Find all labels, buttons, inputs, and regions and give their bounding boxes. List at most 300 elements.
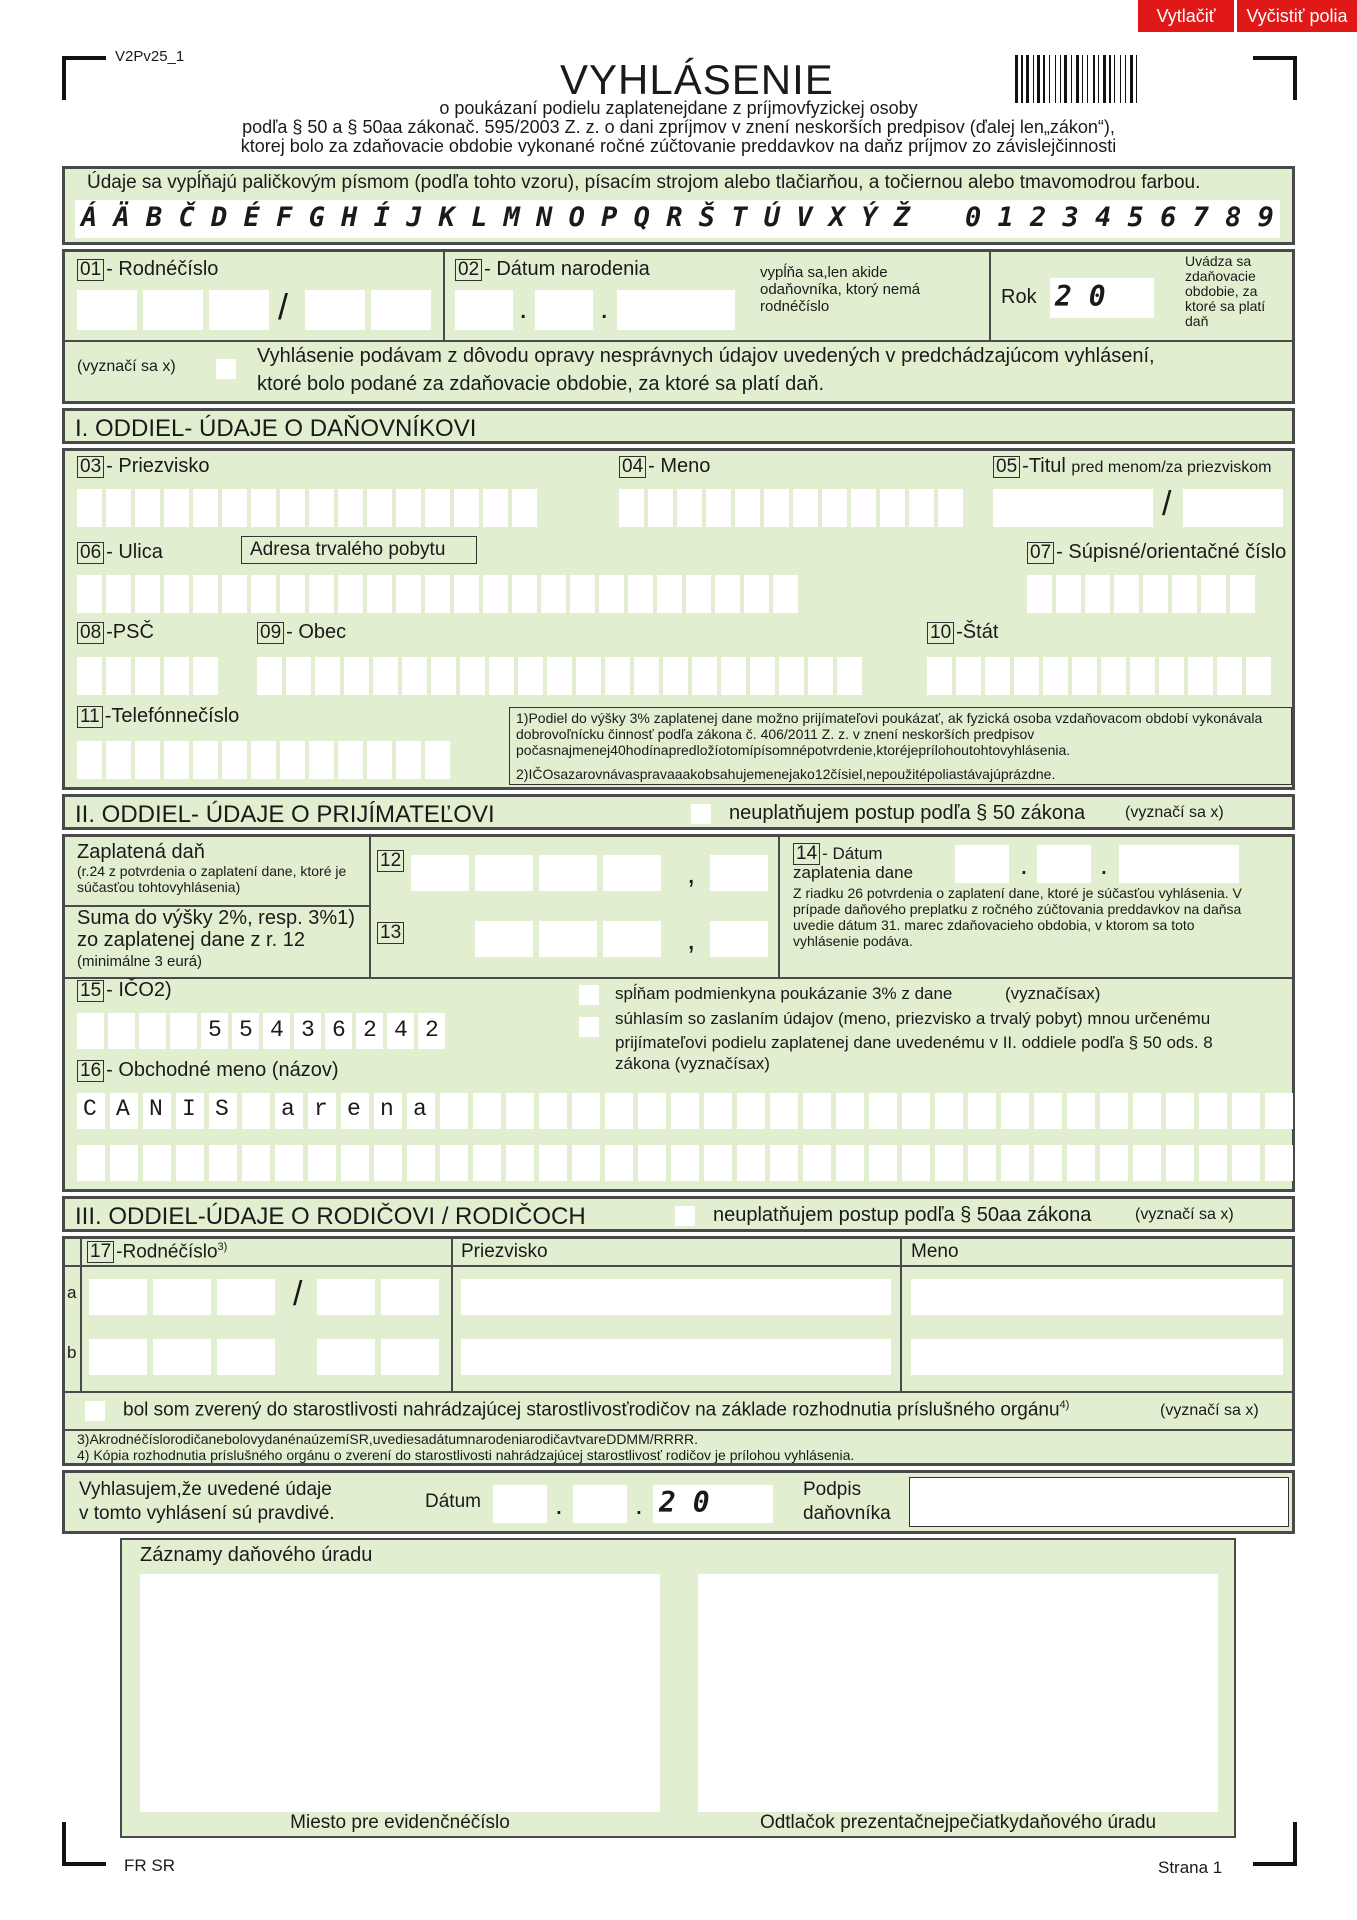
char-box[interactable]	[808, 657, 833, 695]
char-box[interactable]	[176, 1093, 204, 1129]
parent-b-surname[interactable]	[461, 1339, 891, 1375]
char-box[interactable]	[539, 1093, 567, 1129]
birth-number-second-part[interactable]	[305, 290, 437, 330]
char-box[interactable]	[735, 489, 760, 527]
birth-date-month[interactable]	[535, 290, 593, 330]
char-box[interactable]	[135, 489, 160, 527]
parent-b-birth-number-2[interactable]	[317, 1339, 445, 1375]
char-box[interactable]	[770, 1145, 798, 1181]
char-box[interactable]	[407, 1145, 435, 1181]
signature-field[interactable]	[909, 1477, 1289, 1527]
char-box[interactable]	[164, 575, 189, 613]
char-box[interactable]	[1101, 657, 1126, 695]
title-after-name[interactable]	[1183, 489, 1283, 527]
char-box[interactable]	[110, 1093, 138, 1129]
char-box[interactable]	[309, 489, 334, 527]
registration-number-area	[140, 1574, 660, 1812]
char-box[interactable]	[325, 1013, 352, 1049]
char-box[interactable]	[902, 1093, 930, 1129]
char-box[interactable]	[209, 1093, 237, 1129]
char-box[interactable]	[473, 1145, 501, 1181]
char-box[interactable]	[1014, 657, 1039, 695]
char-box[interactable]	[1232, 1145, 1260, 1181]
char-box[interactable]	[275, 1093, 303, 1129]
char-box[interactable]	[483, 575, 508, 613]
form-subtitle: o poukázaní podielu zaplatenejdane z príjmovfyzickej osoby podľa § 50 a § 50aa zákonač. 595/2003 Z. z. o dani zpríjmov v znení neskorších predpisov (ďalej len„zákon“), ktorej bolo za zdaňovacie obdobie vykonané ročné zúčtovanie preddavkov na daňz príjmov zo závislejčinnosti	[240, 98, 1117, 156]
char-box[interactable]	[779, 657, 804, 695]
char-box[interactable]	[431, 657, 456, 695]
instructions-text: Údaje sa vypĺňajú paličkovým písmom (podľa tohto vzoru), písacím strojom alebo tlačiarňou, a točiernou alebo tmavomodrou farbou.	[87, 172, 1201, 193]
char-box[interactable]	[309, 575, 334, 613]
char-box[interactable]	[341, 1093, 369, 1129]
char-box[interactable]	[869, 1093, 897, 1129]
barcode-bar	[1076, 55, 1079, 103]
paid-tax-cents-field[interactable]	[710, 855, 768, 891]
char-box[interactable]	[338, 489, 363, 527]
char-box[interactable]	[294, 1013, 321, 1049]
char-box[interactable]	[164, 657, 189, 695]
correction-text-2: ktoré bolo podané za zdaňovacie obdobie, za ktoré sa platí daň.	[257, 373, 825, 395]
char-box[interactable]	[418, 1013, 445, 1049]
char-box[interactable]	[1166, 1093, 1194, 1129]
char-box[interactable]	[440, 1093, 468, 1129]
char-box[interactable]	[968, 1093, 996, 1129]
char-box[interactable]	[715, 575, 740, 613]
business-name-char: C	[83, 1096, 97, 1122]
char-box[interactable]	[512, 489, 537, 527]
char-box[interactable]	[836, 1145, 864, 1181]
char-box[interactable]	[193, 575, 218, 613]
char-box[interactable]	[1188, 657, 1213, 695]
barcode-bar	[1103, 55, 1106, 103]
birth-date-dot-2: .	[600, 292, 609, 325]
date-label: Dátum	[425, 1491, 481, 1512]
char-box[interactable]	[968, 1145, 996, 1181]
char-box[interactable]	[935, 1145, 963, 1181]
char-box[interactable]	[440, 1145, 468, 1181]
char-box[interactable]	[454, 489, 479, 527]
field-04-label: 04 - Meno	[619, 455, 710, 478]
char-box[interactable]	[387, 1013, 414, 1049]
business-name-line-2[interactable]	[77, 1145, 1298, 1181]
char-box[interactable]	[1100, 1145, 1128, 1181]
char-box[interactable]	[257, 657, 282, 695]
char-box[interactable]	[1133, 1145, 1161, 1181]
char-box[interactable]	[1072, 657, 1097, 695]
char-box[interactable]	[634, 657, 659, 695]
char-box[interactable]	[232, 1013, 259, 1049]
char-box[interactable]	[402, 657, 427, 695]
char-box[interactable]	[77, 489, 102, 527]
char-box[interactable]	[506, 1145, 534, 1181]
char-box[interactable]	[338, 575, 363, 613]
char-box[interactable]	[77, 1013, 104, 1049]
first-name-field[interactable]	[619, 489, 967, 527]
char-box[interactable]	[106, 575, 131, 613]
char-box[interactable]	[572, 1145, 600, 1181]
char-box[interactable]	[1027, 575, 1052, 613]
ico-digit: 2	[425, 1017, 439, 1043]
custody-checkbox[interactable]	[85, 1401, 105, 1421]
field-11-label: 11 -Telefónnečíslo	[77, 705, 239, 728]
char-box[interactable]	[1217, 657, 1242, 695]
char-box[interactable]	[706, 489, 731, 527]
char-box[interactable]	[677, 489, 702, 527]
char-box[interactable]	[143, 1145, 171, 1181]
char-box[interactable]	[539, 1145, 567, 1181]
char-box[interactable]	[737, 1093, 765, 1129]
char-box[interactable]	[1100, 1093, 1128, 1129]
char-box[interactable]	[1056, 575, 1081, 613]
char-box[interactable]	[837, 657, 862, 695]
ico-digit: 3	[301, 1017, 315, 1043]
share-amount-cents-field[interactable]	[710, 921, 768, 957]
char-box[interactable]	[793, 489, 818, 527]
char-box[interactable]	[170, 1013, 197, 1049]
char-box[interactable]	[193, 489, 218, 527]
barcode-bar	[1130, 55, 1133, 103]
char-box[interactable]	[106, 657, 131, 695]
char-box[interactable]	[956, 657, 981, 695]
section-2-optout-checkbox[interactable]	[691, 804, 711, 824]
char-box[interactable]	[164, 741, 189, 779]
parent-a-name[interactable]	[911, 1279, 1283, 1315]
state-field[interactable]	[927, 657, 1275, 695]
char-box[interactable]	[242, 1093, 270, 1129]
business-name-char: r	[314, 1096, 328, 1122]
char-box[interactable]	[108, 1013, 135, 1049]
payment-date-month[interactable]	[1037, 845, 1091, 883]
char-box[interactable]	[648, 489, 673, 527]
char-box[interactable]	[1133, 1093, 1161, 1129]
char-box[interactable]	[1230, 575, 1255, 613]
phone-field[interactable]	[77, 741, 454, 779]
char-box[interactable]	[686, 575, 711, 613]
notes-box	[509, 707, 1292, 785]
char-box[interactable]	[176, 1145, 204, 1181]
char-box[interactable]	[106, 489, 131, 527]
char-box[interactable]	[139, 1013, 166, 1049]
section-2-optout-mark: (vyznačí sa x)	[1125, 804, 1224, 821]
char-box[interactable]	[605, 657, 630, 695]
field-08-label: 08 -PSČ	[77, 621, 154, 644]
business-name-line-1[interactable]	[77, 1093, 1298, 1129]
row-a-label: a	[67, 1283, 77, 1302]
clear-fields-button[interactable]: Vyčistiť polia	[1237, 0, 1357, 32]
char-box[interactable]	[692, 657, 717, 695]
surname-field[interactable]	[77, 489, 541, 527]
char-box[interactable]	[737, 1145, 765, 1181]
char-box[interactable]	[1232, 1093, 1260, 1129]
barcode-bar	[1098, 55, 1099, 103]
ico-digit: 4	[394, 1017, 408, 1043]
char-box[interactable]	[1034, 1145, 1062, 1181]
street-field[interactable]	[77, 575, 802, 613]
char-box[interactable]	[927, 657, 952, 695]
char-box[interactable]	[663, 657, 688, 695]
char-box[interactable]	[1067, 1145, 1095, 1181]
char-box[interactable]	[671, 1093, 699, 1129]
char-box[interactable]	[396, 575, 421, 613]
char-box[interactable]	[1001, 1093, 1029, 1129]
char-box[interactable]	[473, 1093, 501, 1129]
char-box[interactable]	[704, 1145, 732, 1181]
sum-label-2: zo zaplatenej dane z r. 12	[77, 929, 305, 951]
char-box[interactable]	[367, 741, 392, 779]
char-box[interactable]	[570, 575, 595, 613]
char-box[interactable]	[106, 741, 131, 779]
char-box[interactable]	[619, 489, 644, 527]
parent-a-birth-number-1[interactable]	[89, 1279, 281, 1315]
parent-a-surname[interactable]	[461, 1279, 891, 1315]
char-box[interactable]	[1166, 1145, 1194, 1181]
three-percent-mark: (vyznačísax)	[1005, 984, 1101, 1003]
ico-digit: 6	[332, 1017, 346, 1043]
paid-tax-amount-field[interactable]	[411, 855, 667, 891]
char-box[interactable]	[341, 1145, 369, 1181]
char-box[interactable]	[110, 1145, 138, 1181]
char-box[interactable]	[638, 1093, 666, 1129]
char-box[interactable]	[315, 657, 340, 695]
char-box[interactable]	[374, 1145, 402, 1181]
three-percent-checkbox[interactable]	[579, 985, 599, 1005]
section-3-optout-mark: (vyznačí sa x)	[1135, 1206, 1234, 1223]
char-box[interactable]	[308, 1093, 336, 1129]
section-2-title: II. ODDIEL- ÚDAJE O PRIJÍMATEĽOVI	[75, 801, 495, 828]
ico-digit: 5	[239, 1017, 253, 1043]
parent-b-name[interactable]	[911, 1339, 1283, 1375]
char-box[interactable]	[135, 575, 160, 613]
char-box[interactable]	[935, 1093, 963, 1129]
char-box[interactable]	[396, 741, 421, 779]
char-box[interactable]	[275, 1145, 303, 1181]
payment-date-day[interactable]	[955, 845, 1009, 883]
barcode-bar	[1136, 55, 1137, 103]
char-box[interactable]	[209, 1145, 237, 1181]
section-3-optout-checkbox[interactable]	[675, 1206, 695, 1226]
char-box[interactable]	[356, 1013, 383, 1049]
char-box[interactable]	[1159, 657, 1184, 695]
char-box[interactable]	[308, 1145, 336, 1181]
footer-left: FR SR	[124, 1856, 175, 1875]
char-box[interactable]	[541, 575, 566, 613]
section-3-title: III. ODDIEL-ÚDAJE O RODIČOVI / RODIČOCH	[75, 1203, 586, 1230]
custody-mark: (vyznačí sa x)	[1160, 1402, 1259, 1419]
parent-a-birth-number-2[interactable]	[317, 1279, 445, 1315]
char-box[interactable]	[77, 1145, 105, 1181]
char-box[interactable]	[836, 1093, 864, 1129]
char-box[interactable]	[880, 489, 905, 527]
char-box[interactable]	[201, 1013, 228, 1049]
char-box[interactable]	[671, 1145, 699, 1181]
char-box[interactable]	[460, 657, 485, 695]
char-box[interactable]	[985, 657, 1010, 695]
char-box[interactable]	[1067, 1093, 1095, 1129]
char-box[interactable]	[773, 575, 798, 613]
char-box[interactable]	[1001, 1145, 1029, 1181]
char-box[interactable]	[280, 489, 305, 527]
sum-note: (minimálne 3 eurá)	[77, 953, 203, 970]
char-box[interactable]	[193, 741, 218, 779]
char-box[interactable]	[373, 657, 398, 695]
char-box[interactable]	[1130, 657, 1155, 695]
char-box[interactable]	[628, 575, 653, 613]
sum-label-1: Suma do výšky 2%, resp. 3%1)	[77, 907, 355, 929]
footer-page: Strana 1	[1158, 1858, 1223, 1877]
field-16-label: 16 - Obchodné meno (názov)	[77, 1059, 338, 1082]
char-box[interactable]	[454, 575, 479, 613]
char-box[interactable]	[367, 489, 392, 527]
char-box[interactable]	[605, 1145, 633, 1181]
signature-date-month[interactable]	[573, 1485, 627, 1523]
char-box[interactable]	[251, 489, 276, 527]
char-box[interactable]	[1199, 1093, 1227, 1129]
char-box[interactable]	[1265, 1093, 1293, 1129]
share-amount-comma: ,	[687, 923, 696, 956]
barcode-bar	[1071, 55, 1072, 103]
char-box[interactable]	[869, 1145, 897, 1181]
instructions-box	[62, 166, 1295, 245]
char-box[interactable]	[1143, 575, 1168, 613]
business-name-char: a	[281, 1096, 295, 1122]
char-box[interactable]	[425, 741, 450, 779]
char-box[interactable]	[605, 1093, 633, 1129]
char-box[interactable]	[1034, 1093, 1062, 1129]
char-box[interactable]	[425, 489, 450, 527]
char-box[interactable]	[77, 657, 102, 695]
char-box[interactable]	[744, 575, 769, 613]
char-box[interactable]	[803, 1093, 831, 1129]
char-box[interactable]	[338, 741, 363, 779]
char-box[interactable]	[518, 657, 543, 695]
char-box[interactable]	[242, 1145, 270, 1181]
print-button[interactable]: Vytlačiť	[1138, 0, 1234, 32]
char-box[interactable]	[135, 657, 160, 695]
parent-b-birth-number-1[interactable]	[89, 1339, 281, 1375]
field-05-label: 05 -Titul pred menom/za priezviskom	[993, 455, 1271, 478]
char-box[interactable]	[483, 489, 508, 527]
parent-a-slash: /	[293, 1275, 303, 1313]
char-box[interactable]	[344, 657, 369, 695]
char-box[interactable]	[1246, 657, 1271, 695]
char-box[interactable]	[822, 489, 847, 527]
char-box[interactable]	[407, 1093, 435, 1129]
char-box[interactable]	[143, 1093, 171, 1129]
char-box[interactable]	[164, 489, 189, 527]
corner-mark-top-left	[62, 56, 106, 100]
char-box[interactable]	[222, 489, 247, 527]
char-box[interactable]	[506, 1093, 534, 1129]
barcode-bar	[1114, 55, 1115, 103]
char-box[interactable]	[222, 575, 247, 613]
char-box[interactable]	[280, 575, 305, 613]
char-box[interactable]	[1114, 575, 1139, 613]
payment-date-year[interactable]	[1119, 845, 1239, 883]
field-06-label: 06 - Ulica	[77, 541, 163, 564]
char-box[interactable]	[77, 575, 102, 613]
data-consent-checkbox[interactable]	[579, 1017, 599, 1037]
city-field[interactable]	[257, 657, 866, 695]
char-box[interactable]	[704, 1093, 732, 1129]
char-box[interactable]	[909, 489, 934, 527]
char-box[interactable]	[599, 575, 624, 613]
char-box[interactable]	[1043, 657, 1068, 695]
birth-date-year[interactable]	[617, 290, 735, 330]
house-number-field[interactable]	[1027, 575, 1259, 613]
char-box[interactable]	[938, 489, 963, 527]
corner-mark-top-right	[1253, 56, 1297, 100]
signature-label-1: Podpis	[803, 1479, 862, 1500]
char-box[interactable]	[1201, 575, 1226, 613]
sample-alphabet: Á Ä B Č D É F G H Í J K L M N O P Q R Š T Ú V X Ý Ž	[81, 202, 911, 233]
char-box[interactable]	[77, 1093, 105, 1129]
char-box[interactable]	[902, 1145, 930, 1181]
birth-date-day[interactable]	[455, 290, 513, 330]
tax-year-prefix: 2 0	[1055, 280, 1106, 313]
char-box[interactable]	[263, 1013, 290, 1049]
char-box[interactable]	[251, 741, 276, 779]
char-box[interactable]	[251, 575, 276, 613]
business-name-char: S	[215, 1096, 229, 1122]
char-box[interactable]	[425, 575, 450, 613]
share-amount-field[interactable]	[475, 921, 667, 957]
char-box[interactable]	[193, 657, 218, 695]
char-box[interactable]	[1172, 575, 1197, 613]
correction-checkbox[interactable]	[216, 359, 236, 379]
birth-number-first-part[interactable]	[77, 290, 275, 330]
char-box[interactable]	[374, 1093, 402, 1129]
title-before-name[interactable]	[993, 489, 1153, 527]
char-box[interactable]	[770, 1093, 798, 1129]
char-box[interactable]	[803, 1145, 831, 1181]
barcode-bar	[1060, 55, 1061, 103]
paid-tax-note: (r.24 z potvrdenia o zaplatení dane, ktoré je súčasťou tohtovyhlásenia)	[77, 863, 347, 895]
char-box[interactable]	[396, 489, 421, 527]
correction-mark-label: (vyznačí sa x)	[77, 358, 176, 375]
ico-field[interactable]	[77, 1013, 449, 1049]
char-box[interactable]	[1199, 1145, 1227, 1181]
char-box[interactable]	[1085, 575, 1110, 613]
char-box[interactable]	[135, 741, 160, 779]
char-box[interactable]	[657, 575, 682, 613]
char-box[interactable]	[750, 657, 775, 695]
data-consent-line-2: prijímateľovi podielu zaplatenej dane uvedenému v II. oddiele podľa § 50 ods. 8	[615, 1033, 1213, 1052]
char-box[interactable]	[280, 741, 305, 779]
char-box[interactable]	[1265, 1145, 1293, 1181]
char-box[interactable]	[286, 657, 311, 695]
char-box[interactable]	[309, 741, 334, 779]
char-box[interactable]	[576, 657, 601, 695]
barcode-bar	[1055, 55, 1056, 103]
address-label: Adresa trvalého pobytu	[241, 536, 477, 564]
char-box[interactable]	[721, 657, 746, 695]
char-box[interactable]	[638, 1145, 666, 1181]
signature-label-2: daňovníka	[803, 1503, 891, 1524]
char-box[interactable]	[367, 575, 392, 613]
char-box[interactable]	[547, 657, 572, 695]
registration-number-label: Miesto pre evidenčnéčíslo	[290, 1812, 510, 1833]
char-box[interactable]	[489, 657, 514, 695]
char-box[interactable]	[764, 489, 789, 527]
char-box[interactable]	[222, 741, 247, 779]
char-box[interactable]	[512, 575, 537, 613]
signature-date-day[interactable]	[493, 1485, 547, 1523]
postal-code-field[interactable]	[77, 657, 222, 695]
char-box[interactable]	[77, 741, 102, 779]
field-17-label: 17 -Rodnéčíslo$^{3)}$	[87, 1241, 227, 1263]
char-box[interactable]	[572, 1093, 600, 1129]
char-box[interactable]	[851, 489, 876, 527]
